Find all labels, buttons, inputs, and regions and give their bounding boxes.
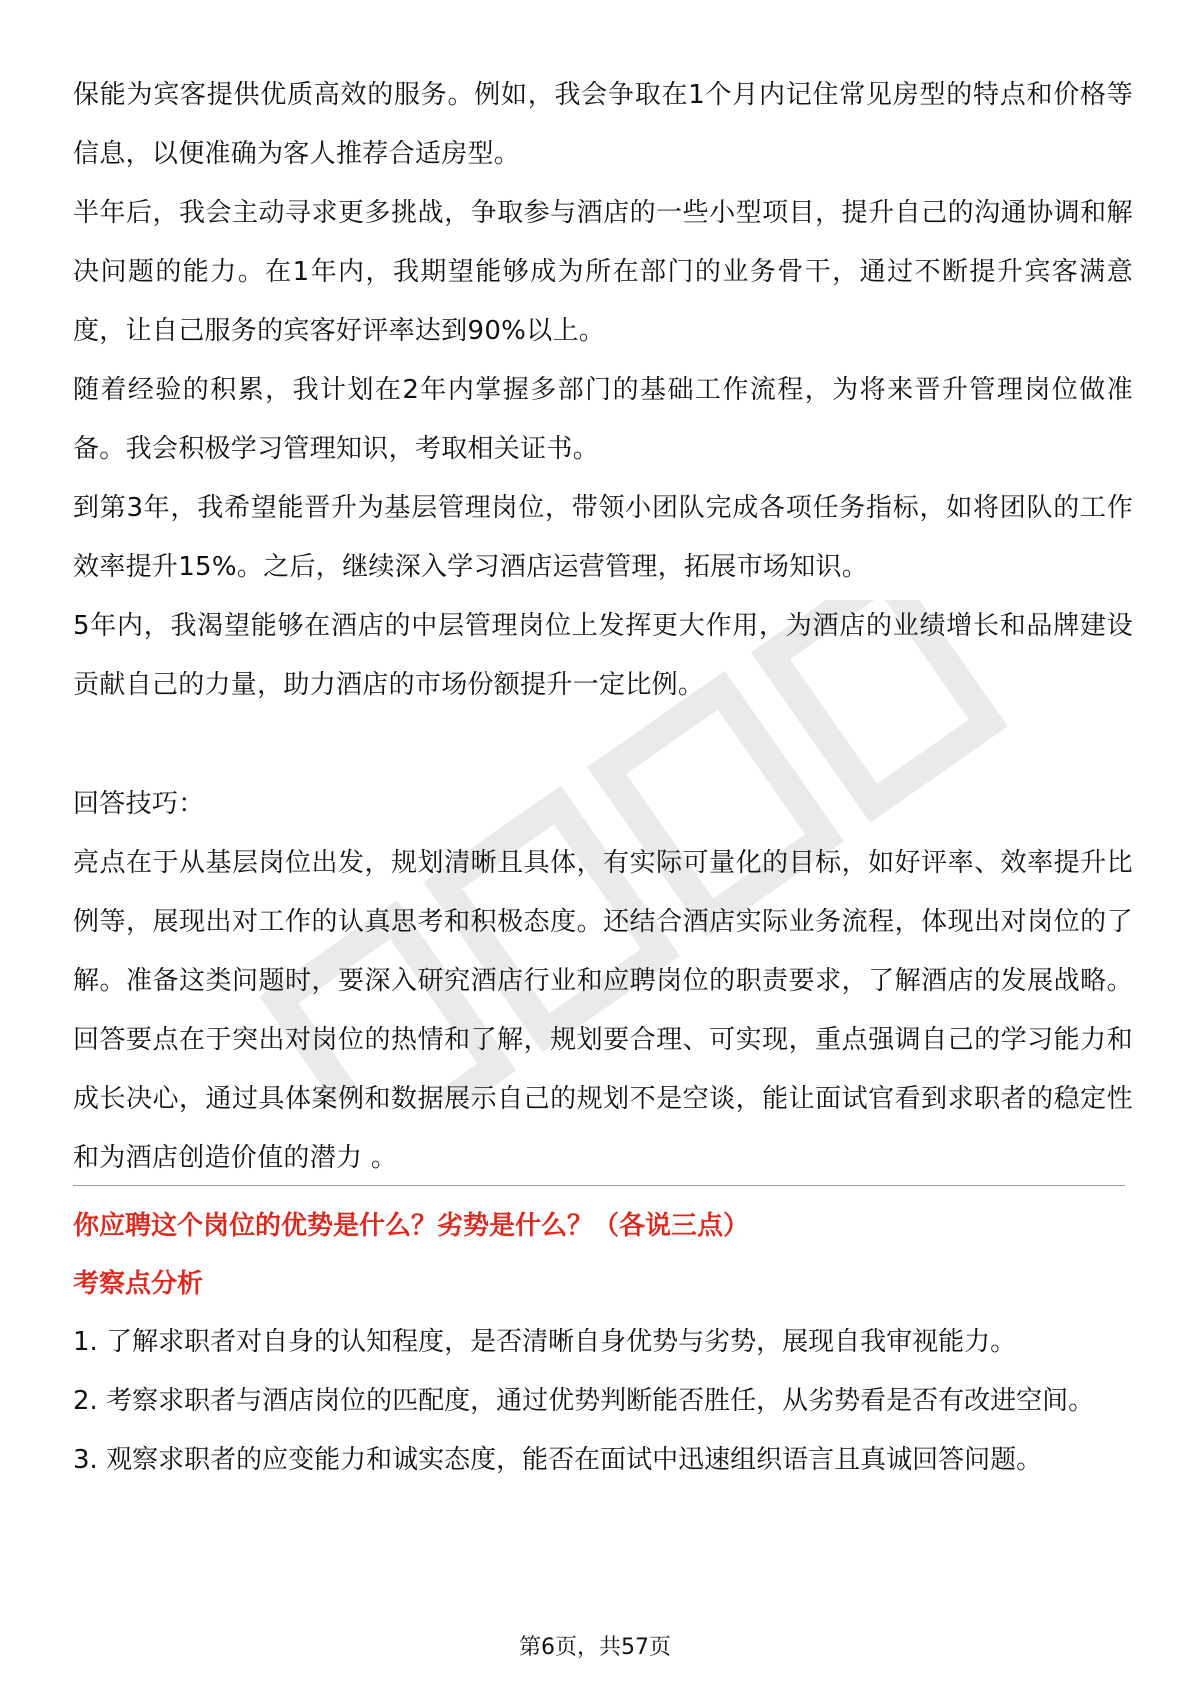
tips-text: 亮点在于从基层岗位出发，规划清晰且具体，有实际可量化的目标，如好评率、效率提升比例等，展现出对工作的认真思考和积极态度。还结合酒店实际业务流程，体现出对岗位的了解。准备这类问题时，要深入研究酒店行业和应聘岗位的职责要求，了解酒店的发展战略。回答要点在于突出对岗位的热情和了解，规划要合理、可实现，重点强调自己的学习能力和成长决心，通过具体案例和数据展示自己的规划不是空谈，能让面试官看到求职者的稳定性和为酒店创造价值的潜力 。 [73, 848, 1133, 1173]
question-heading: 你应聘这个岗位的优势是什么？劣势是什么？（各说三点） [73, 1211, 750, 1241]
paragraph: 保能为宾客提供优质高效的服务。例如，我会争取在1个月内记住常见房型的特点和价格等信息，以便准确为客人推荐合适房型。 [73, 80, 1133, 169]
analysis-item: 3. 观察求职者的应变能力和诚实态度，能否在面试中迅速组织语言且真诚回答问题。 [73, 1445, 1043, 1475]
tips-label: 回答技巧： [73, 789, 205, 819]
question-section [73, 1197, 1133, 1490]
paragraph: 5年内，我渴望能够在酒店的中层管理岗位上发挥更大作用，为酒店的业绩增长和品牌建设贡献自己的力量，助力酒店的市场份额提升一定比例。 [73, 611, 1133, 700]
analysis-item: 1. 了解求职者对自身的认知程度，是否清晰自身优势与劣势，展现自我审视能力。 [73, 1327, 1017, 1357]
section-divider [73, 1185, 1125, 1186]
page-number: 第6页，共57页 [519, 1635, 671, 1660]
paragraph: 半年后，我会主动寻求更多挑战，争取参与酒店的一些小型项目，提升自己的沟通协调和解决问题的能力。在1年内，我期望能够成为所在部门的业务骨干，通过不断提升宾客满意度，让自己服务的宾客好评率达到90%以上。 [73, 198, 1133, 346]
paragraph: 到第3年，我希望能晋升为基层管理岗位，带领小团队完成各项任务指标，如将团队的工作效率提升15%。之后，继续深入学习酒店运营管理，拓展市场知识。 [73, 493, 1133, 582]
document-body [73, 66, 1133, 1188]
analysis-heading: 考察点分析 [73, 1269, 204, 1299]
paragraph: 随着经验的积累，我计划在2年内掌握多部门的基础工作流程，为将来晋升管理岗位做准备。我会积极学习管理知识，考取相关证书。 [73, 375, 1133, 464]
spacer [73, 715, 1133, 775]
analysis-item: 2. 考察求职者与酒店岗位的匹配度，通过优势判断能否胜任，从劣势看是否有改进空间。 [73, 1386, 1095, 1416]
